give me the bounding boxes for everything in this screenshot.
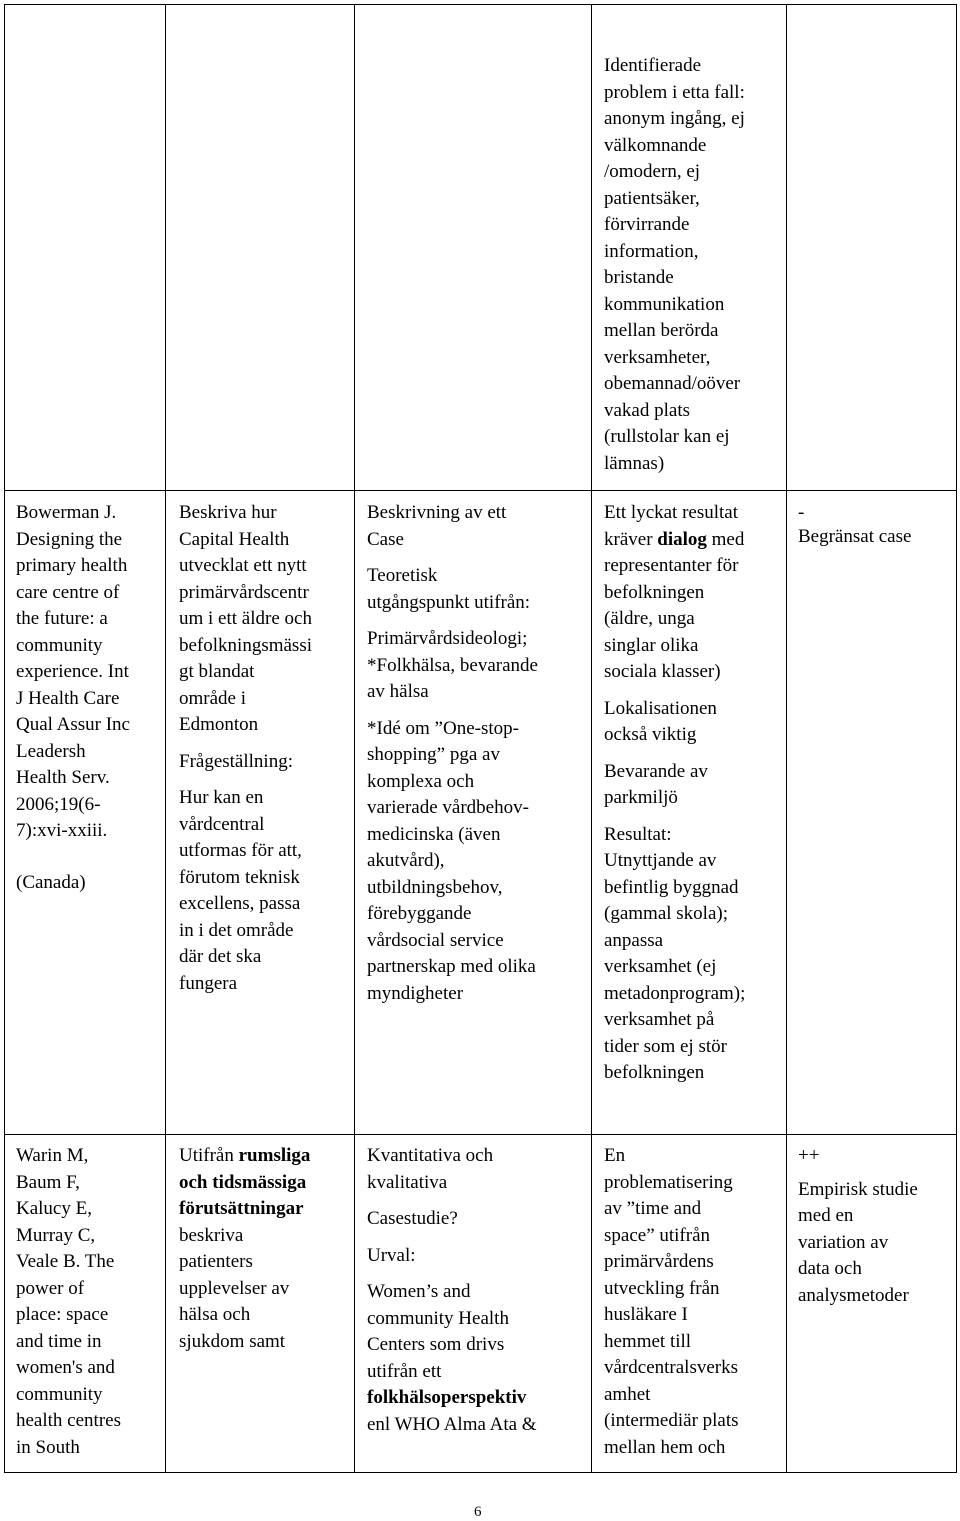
row-divider-1 <box>4 490 957 491</box>
method-text: Beskrivning av ett Case <box>367 502 507 550</box>
park-environment-text: Bevarande av parkmiljö <box>604 760 708 808</box>
row2-col3-cell <box>367 500 538 1017</box>
col-border-2 <box>354 4 355 1472</box>
row3-col2-cell <box>179 1143 310 1365</box>
limitation-text: Begränsat case <box>798 525 912 547</box>
method-text-2: Kvantitativa och kvalitativa <box>367 1145 494 1193</box>
selection-text: Women’s and community Health Centers som drivs utifrån ett folkhälsoperspektiv enl WHO Alma Ata & <box>367 1281 537 1435</box>
rating-plus: ++ <box>798 1145 820 1166</box>
selection-heading: Urval: <box>367 1244 416 1266</box>
reference-citation-2: Warin M, Baum F, Kalucy E, Murray C, Veale B. The power of place: space and time in women's and community health centres in South <box>16 1145 121 1458</box>
aim-text-2: Utifrån rumsliga och tidsmässiga förutsättningar beskriva patienters upplevelser av hälsa och sjukdom samt <box>179 1145 311 1352</box>
one-stop-shopping-text: *Idé om ”One-stop- shopping” pga av komplexa och varierade vårdbehov- medicinska (även akutvård), utbildningsbehov, förebyggande vårdsocial service partnerskap med olika myndigheter <box>367 717 536 1004</box>
aim-text: Beskriva hur Capital Health utvecklat ett nytt primärvårdscentr um i ett äldre och befolkningsmässi gt blandat område i Edmonton <box>179 502 312 735</box>
row1-col4-cell <box>604 53 745 487</box>
col-border-3 <box>591 4 592 1472</box>
ideology-text: Primärvårdsideologi; *Folkhälsa, bevarande av hälsa <box>367 628 538 702</box>
research-question-heading: Frågeställning: <box>179 750 293 772</box>
row3-col1-cell <box>16 1143 121 1471</box>
page-number: 6 <box>474 1504 482 1520</box>
row3-col4-cell <box>604 1143 739 1471</box>
row-divider-2 <box>4 1134 957 1135</box>
dialog-line: kräver dialog med <box>604 528 745 550</box>
col-border-4 <box>786 4 787 1472</box>
row2-col2-cell <box>179 500 312 1007</box>
row2-col4-cell <box>604 500 745 1097</box>
theory-heading: Teoretisk utgångspunkt utifrån: <box>367 565 531 613</box>
row2-col5-cell <box>798 500 911 560</box>
result-dialog-text: Ett lyckat resultat kräver dialog med representanter för befolkningen (äldre, unga singlar olika sociala klasser) <box>604 502 745 682</box>
localization-text: Lokalisationen också viktig <box>604 697 717 745</box>
row3-col3-cell <box>367 1143 537 1448</box>
results-text: Resultat: Utnyttjande av befintlig byggnad (gammal skola); anpassa verksamhet (ej metadonprogram); verksamhet på tider som ej stör befolkningen <box>604 823 746 1083</box>
col-border-5 <box>956 4 957 1472</box>
col-border-0 <box>4 4 5 1472</box>
research-question-text: Hur kan en vårdcentral utformas för att, förutom teknisk excellens, passa in i det område där det ska fungera <box>179 787 302 994</box>
empirical-study-text: Empirisk studie med en variation av data och analysmetoder <box>798 1178 918 1306</box>
rating-minus: - <box>798 502 805 523</box>
case-study-text: Casestudie? <box>367 1208 458 1229</box>
row3-col5-cell <box>798 1143 918 1319</box>
row2-col1-cell <box>16 500 130 906</box>
problematization-text: En problematisering av ”time and space” utifrån primärvårdens utveckling från husläkare I hemmet till vårdcentralsverks amhet (intermediär plats mellan hem och <box>604 1145 739 1458</box>
country-label: (Canada) <box>16 871 86 893</box>
table-bottom-border <box>4 1472 957 1473</box>
col-border-1 <box>165 4 166 1472</box>
reference-citation: Bowerman J. Designing the primary health care centre of the future: a community experience. Int J Health Care Qual Assur Inc Leadersh Health Serv. 2006;19(6- 7):xvi-xxiii. <box>16 502 130 841</box>
identified-problems-text: Identifierade problem i etta fall: anonym ingång, ej välkomnande /omodern, ej patientsäker, förvirrande information, bristande kommunikation mellan berörda verksamheter, obemannad/oöver vakad plats (rullstolar kan ej lämnas) <box>604 55 745 474</box>
table-top-border <box>4 4 957 5</box>
